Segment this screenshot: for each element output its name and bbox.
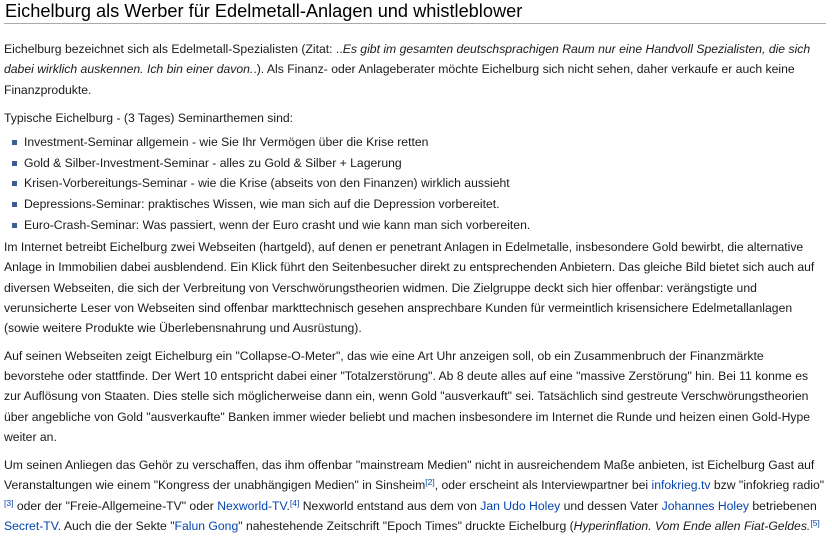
reference-4 xyxy=(290,498,299,508)
paragraph-text: .). Als Finanz- oder Anlageberater möchte Eichelburg sich nicht sehen, daher verkaufe er auch keine Finanzprodukte. xyxy=(4,62,795,97)
reference-link[interactable]: [5] xyxy=(810,518,820,529)
reference-2 xyxy=(425,477,434,487)
reference-5 xyxy=(810,518,819,528)
quote-text: Es gibt im gesamten deutschsprachigen Raum nur eine Handvoll Spezialisten, die sich dabei wirklich auskennen. Ich bin einer davon. xyxy=(4,42,811,77)
link-johannes-holey[interactable]: Johannes Holey xyxy=(661,498,750,513)
list-item: Investment-Seminar allgemein - wie Sie Ihr Vermögen über die Krise retten xyxy=(12,132,826,153)
link-secret-tv[interactable]: Secret-TV xyxy=(4,519,58,534)
bullet-icon xyxy=(12,181,17,186)
seminar-list xyxy=(12,132,826,235)
reference-link[interactable]: [2] xyxy=(425,477,435,488)
paragraph-media: Um seinen Anliegen das Gehör zu verschaffen, das ihm offenbar "mainstream Medien" nicht in ausreichendem Maße anbieten, ist Eichelburg Gast auf Veranstaltungen wie einem "Kongress der unabhängigen Medien" in Sinsheim[2], oder erscheint als Interviewpartner bei infokrieg.tv bzw "infokrieg radio"[3] oder der "Freie-Allgemeine-TV" oder Nexworld-TV.[4] Nexworld entstand aus dem von Jan Udo Holey und dessen Vater Johannes Holey betriebenen Secret-TV. Auch die der Sekte "Falun Gong" nahestehende Zeitschrift "Epoch Times" druckte Eichelburg (Hyperinflation. Vom Ende allen Fiat-Geldes.[5] xyxy=(4,458,825,534)
book-title: Hyperinflation. Vom Ende allen Fiat-Geldes. xyxy=(573,519,811,534)
link-falun-gong[interactable]: Falun Gong xyxy=(174,519,239,534)
reference-link[interactable]: [3] xyxy=(4,497,14,508)
link-nexworld[interactable]: Nexworld-TV xyxy=(217,498,287,513)
paragraph-specialist xyxy=(4,39,826,100)
bullet-icon xyxy=(12,161,17,166)
section-heading: Eichelburg als Werber für Edelmetall-Anlagen und whistleblower xyxy=(4,0,826,24)
paragraph-text: Eichelburg bezeichnet sich als Edelmetall-Spezialisten (Zitat: .. xyxy=(4,42,343,56)
list-item: Euro-Crash-Seminar: Was passiert, wenn der Euro crasht und wie kann man sich vorbereiten. xyxy=(12,215,826,236)
list-item: Krisen-Vorbereitungs-Seminar - wie die Krise (abseits von den Finanzen) wirklich aussieht xyxy=(12,173,826,194)
list-item: Depressions-Seminar: praktisches Wissen, wie man sich auf die Depression vorbereitet. xyxy=(12,194,826,215)
paragraph-collapse-o-meter: Auf seinen Webseiten zeigt Eichelburg ein "Collapse-O-Meter", das wie eine Art Uhr anzeigen soll, ob ein Zusammenbruch der Finanzmärkte bevorstehe oder stattfinde. Der Wert 10 entspricht dabei einer "Totalzerstörung". Ab 8 deute alles auf eine "massive Zerstörung" hin. Bei 11 konme es zur Auflösung von Staaten. Dies stelle sich möglicherweise dann ein, wenn Gold "ausverkauft" sei. Tatsächlich sind gestreute Verschwörungstheorien über angebliche von Gold "ausverkaufte" Banken immer wieder beliebt und machen insbesondere im Internet die Runde und heizen einen Gold-Hype weiter an. xyxy=(4,348,811,444)
bullet-icon xyxy=(12,223,17,228)
link-jan-udo-holey[interactable]: Jan Udo Holey xyxy=(480,498,561,513)
list-item: Gold & Silber-Investment-Seminar - alles zu Gold & Silber + Lagerung xyxy=(12,153,826,174)
link-infokrieg[interactable]: infokrieg.tv xyxy=(651,478,711,493)
paragraph-seminar-intro: Typische Eichelburg - (3 Tages) Seminarthemen sind: xyxy=(4,110,294,125)
reference-link[interactable]: [4] xyxy=(289,497,300,508)
paragraph-websites: Im Internet betreibt Eichelburg zwei Webseiten (hartgeld), auf denen er penetrant Anlagen in Edelmetalle, insbesondere Gold bewirbt, die alternative Anlage in Immobilien dabei ausblendend. Ein Klick führt den Seitenbesucher direkt zu entsprechenden Anbietern. Das gleiche Bild bietet sich auch auf diversen Webseiten, die sich der Verbreitung von Verschwörungstheorien widmen. Die Zielgruppe deckt sich hier offenbar: verängstigte und verunsicherte Leser von Webseiten sind offenbar markttechnisch gesehen ansprechbare Kunden für vermeintlich krisensichere Edelmetallanlagen (sowie weitere Produkte wie Überlebensnahrung und Ausrüstung). xyxy=(4,240,815,336)
bullet-icon xyxy=(12,140,17,145)
bullet-icon xyxy=(12,202,17,207)
